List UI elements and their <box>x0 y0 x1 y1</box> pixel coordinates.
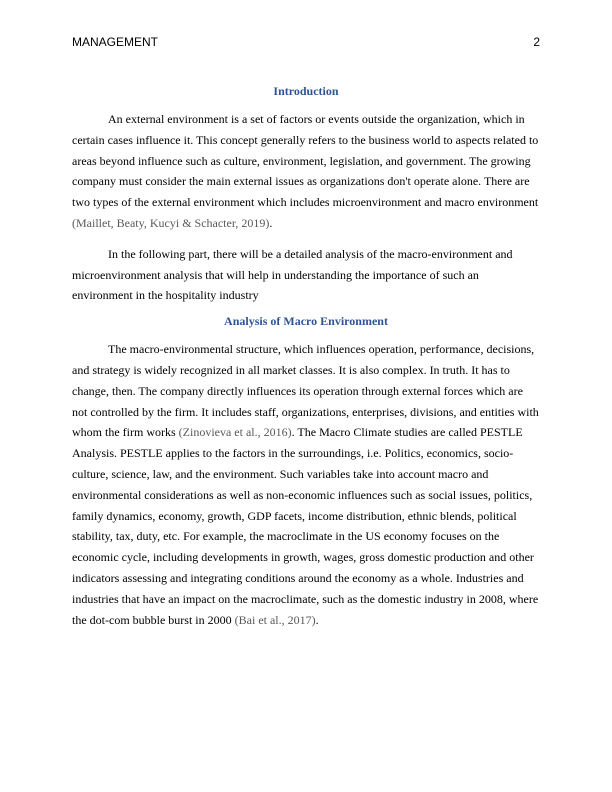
introduction-paragraph-2: In the following part, there will be a detailed analysis of the macro-environment and microenvironment analysis that will help in understanding the importance of such an environment in the hospitality industry <box>72 246 513 303</box>
paragraph-text: . The Macro Climate studies are called PESTLE Analysis. PESTLE applies to the factors in the surroundings, i.e. Politics, economics, socio-culture, science, law, and the environment. Such variables take into account macro and environmental considerations as well as non-economic influences such as social issues, politics, family dynamics, economy, growth, GDP facets, income distribution, ethnic blends, political stability, tax, duty, etc. For example, the macroclimate in the US economy focuses on the economic cycle, including developments in growth, wages, gross domestic production and other indicators assessing and integrating conditions around the economy as a whole. Industries and industries that have an impact on the macroclimate, such as the domestic industry in 2008, where the dot-com bubble burst in 2000 <box>72 425 539 627</box>
page-number: 2 <box>533 35 540 49</box>
introduction-heading: Introduction <box>273 84 339 98</box>
running-header <box>72 35 540 51</box>
citation-bai-2017: (Bai et al., 2017) <box>234 612 316 627</box>
citation-maillet-2019: (Maillet, Beaty, Kucyi & Schacter, 2019) <box>72 215 270 230</box>
macro-environment-heading: Analysis of Macro Environment <box>224 314 388 329</box>
paragraph-text: The macro-environmental structure, which influences operation, performance, decisions, and strategy is widely recognized in all market classes. It is also complex. In truth. It has to change, then. The company directly influences its operation through external forces which are not controlled by the firm. It includes staff, organizations, enterprises, divisions, and entities with whom the firm works <box>72 342 539 440</box>
paragraph-end: . <box>315 612 319 627</box>
document-body <box>72 83 540 630</box>
paragraph-end: . <box>269 215 273 230</box>
citation-zinovieva-2016: (Zinovieva et al., 2016) <box>178 425 292 440</box>
macro-environment-paragraph <box>72 339 540 630</box>
paragraph-text: An external environment is a set of factors or events outside the organization, which in certain cases influence it. This concept generally refers to the business world to aspects related to areas beyond influence such as culture, environment, legislation, and government. The growing company must consider the main external issues as organizations don't operate alone. There are two types of the external environment which includes microenvironment and macro environment <box>72 112 539 210</box>
running-head-title: MANAGEMENT <box>72 35 159 49</box>
introduction-paragraph-1 <box>72 109 540 234</box>
